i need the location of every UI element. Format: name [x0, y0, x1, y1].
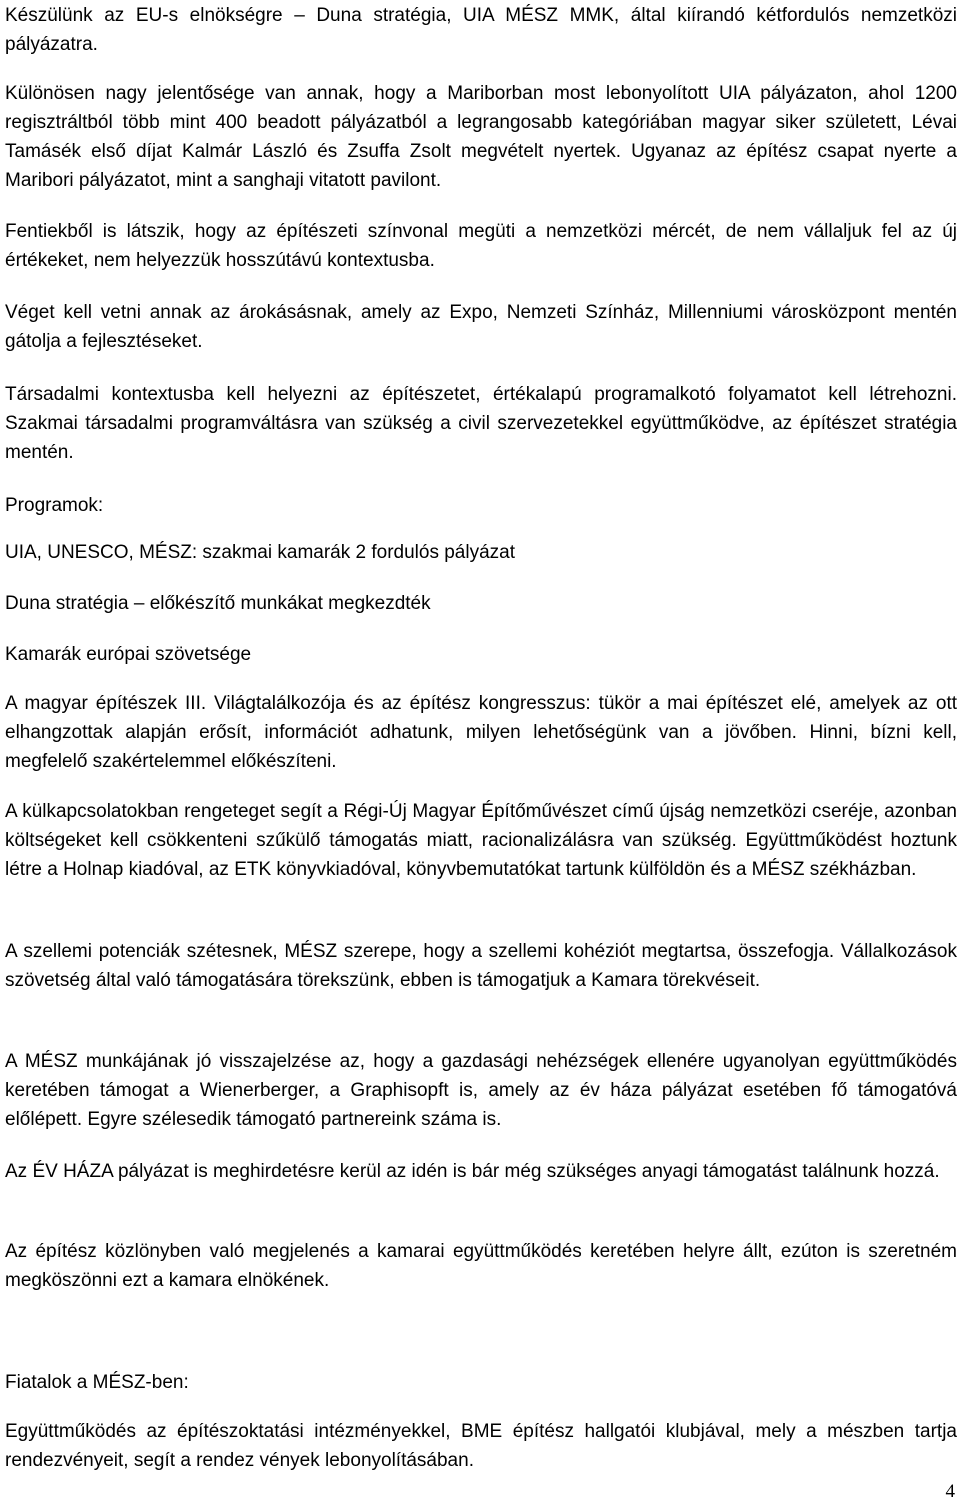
paragraph-eu-presidency: Készülünk az EU-s elnökségre – Duna stratégia, UIA MÉSZ MMK, által kiírandó kétfordulós nemzetközi pályázatra. — [5, 5, 957, 55]
paragraph-intellectual-potential: A szellemi potenciák szétesnek, MÉSZ szerepe, hogy a szellemi kohéziót megtartsa, összefogja. Vállalkozások szövetség által való támogatására törekszünk, ebben is támogatjuk a Kamara törekvéseit. — [5, 941, 957, 991]
page-number: 4 — [945, 1481, 955, 1502]
youth-heading: Fiatalok a MÉSZ-ben: — [5, 1372, 189, 1393]
paragraph-mesz-feedback: A MÉSZ munkájának jó visszajelzése az, hogy a gazdasági nehézségek ellenére ugyanolyan együttműködés keretében támogat a Wienerberger, a Graphisopft is, amely az év háza pályázat esetében fő támogatóvá előlépett. Egyre szélesedik támogató partnereink száma is. — [5, 1051, 957, 1130]
program-item-uia: UIA, UNESCO, MÉSZ: szakmai kamarák 2 fordulós pályázat — [5, 542, 515, 563]
programs-heading: Programok: — [5, 495, 104, 516]
paragraph-world-meeting: A magyar építészek III. Világtalálkozója és az építész kongresszus: tükör a mai építészet elé, amelyek az ott elhangzottak alapján erősít, információt adhatunk, milyen lehetőségünk van a jövőben. Hinni, bízni kell, megfelelő szakértelemmel előkészíteni. — [5, 693, 957, 772]
paragraph-end-trench-digging: Véget kell vetni annak az árokásásnak, amely az Expo, Nemzeti Színház, Millenniumi városközpont mentén gátolja a fejlesztéseket. — [5, 302, 957, 352]
program-item-chambers: Kamarák európai szövetsége — [5, 644, 252, 665]
paragraph-maribor-competition: Különösen nagy jelentősége van annak, hogy a Mariborban most lebonyolított UIA pályázaton, ahol 1200 regisztráltból több mint 400 beadott pályázatból a legrangosabb kategóriában magyar siker született, Lévai Tamásék első díjat Kalmár László és Zsuffa Zsolt megvételt nyertek. Ugyanaz az építész csapat nyerte a Maribori pályázatot, mint a sanghaji vitatott pavilont. — [5, 83, 957, 191]
paragraph-architect-gazette: Az építész közlönyben való megjelenés a kamarai együttműködés keretében helyre állt, ezúton is szeretném megköszönni ezt a kamara elnökének. — [5, 1241, 957, 1291]
program-item-danube: Duna stratégia – előkészítő munkákat megkezdték — [5, 593, 431, 614]
paragraph-architecture-level: Fentiekből is látszik, hogy az építészeti színvonal megüti a nemzetközi mércét, de nem vállaljuk fel az új értékeket, nem helyezzük hosszútávú kontextusba. — [5, 221, 957, 271]
paragraph-social-context: Társadalmi kontextusba kell helyezni az építészetet, értékalapú programalkotó folyamatot kell létrehozni. Szakmai társadalmi programváltásra van szükség a civil szervezetekkel együttműködve, az építészet stratégia mentén. — [5, 384, 957, 463]
paragraph-house-of-year: Az ÉV HÁZA pályázat is meghirdetésre kerül az idén is bár még szükséges anyagi támogatást találnunk hozzá. — [5, 1161, 940, 1182]
paragraph-foreign-relations: A külkapcsolatokban rengeteget segít a Régi-Új Magyar Építőművészet című újság nemzetközi cseréje, azonban költségeket kell csökkenteni szűkülő támogatás miatt, racionalizálásra van szükség. Együttműködést hoztunk létre a Holnap kiadóval, az ETK könyvkiadóval, könyvbemutatókat tartunk külföldön és a MÉSZ székházban. — [5, 801, 957, 880]
paragraph-education-cooperation: Együttműködés az építészoktatási intézményekkel, BME építész hallgatói klubjával, mely a mészben tartja rendezvényeit, segít a rendez vények lebonyolításában. — [5, 1421, 957, 1471]
